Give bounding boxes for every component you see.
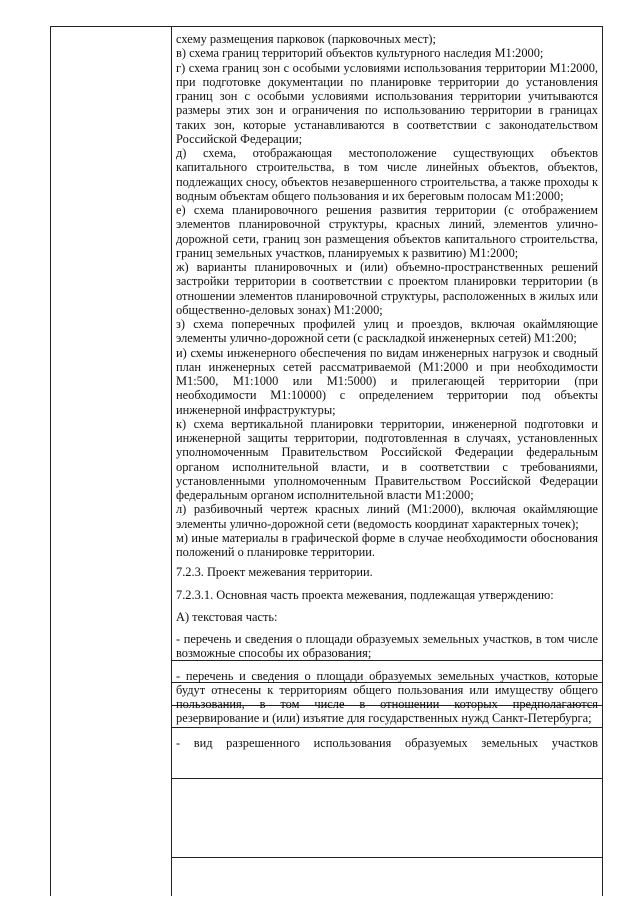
section-heading: 7.2.3. Проект межевания территории. <box>176 565 373 580</box>
table-row-rule <box>171 857 603 858</box>
list-item: л) разбивочный чертеж красных линий (М1:2000), включая окаймляющие элементы улично-дорожной сети (ведомость координат характерных точек); <box>176 502 598 531</box>
list-item: к) схема вертикальной планировки территории, инженерной подготовки и инженерной защиты территории, подготовленная в случаях, установленных уполномоченным Правительством Российской Федерации федеральным органом исполнительной власти, и в соответствии с требованиями, установленными уполномоченным Правительством Российской Федерации федеральным органом исполнительной власти М1:2000; <box>176 416 598 502</box>
list-item: з) схема поперечных профилей улиц и проездов, включая окаймляющие элементы улично-дорожной сети (с раскладкой инженерных сетей) М1:200; <box>176 317 598 346</box>
list-item: в) схема границ территорий объектов культурного наследия М1:2000; <box>176 46 544 61</box>
list-item: г) схема границ зон с особыми условиями использования территории М1:2000, при подготовке документации по планировке территории до установления границ зон с особыми условиями использования территории учитываются размеры этих зон и ограничения по использованию территории в границах таких зон, которые устанавливаются в соответствии с законодательством Российской Федерации; <box>176 60 598 146</box>
list-item: е) схема планировочного решения развития территории (с отображением элементов планировочной структуры, красных линий, элементов улично-дорожной сети, границ зон размещения объектов капитального строительства, границ земельных участков, планируемых к развитию) М1:2000; <box>176 203 598 260</box>
list-item: - вид разрешенного использования образуемых земельных участков <box>176 735 598 750</box>
list-item: ж) варианты планировочных и (или) объемно-пространственных решений застройки территории в соответствии с проектом планировки территории (в отношении элементов планировочной структуры, расположенных в жилых или общественно-деловых зонах) М1:2000; <box>176 260 598 317</box>
document-text <box>176 32 598 750</box>
subsection-heading: 7.2.3.1. Основная часть проекта межевания, подлежащая утверждению: <box>176 587 554 602</box>
list-item: д) схема, отображающая местоположение существующих объектов капитального строительства, в том числе линейных объектов, объектов, подлежащих сносу, объектов незавершенного строительства, а также проходы к водным объектам общего пользования и их береговым полосам М1:2000; <box>176 146 598 203</box>
list-item: - перечень и сведения о площади образуемых земельных участков, которые будут отнесены к территориям общего пользования или имуществу общего пользования, в том числе в отношении которых предполагаются резервирование и (или) изъятие для государственных нужд Санкт-Петербурга; <box>176 668 598 726</box>
list-item: схему размещения парковок (парковочных мест); <box>176 32 436 46</box>
list-item: и) схемы инженерного обеспечения по видам инженерных нагрузок и сводный план инженерных сетей рассматриваемой (М1:2000 и при необходимости М1:500, М1:1000 или М1:5000) и прилегающей территории (при необходимости М1:10000) с определением территории под объекты инженерной инфраструктуры; <box>176 345 598 417</box>
list-item: - перечень и сведения о площади образуемых земельных участков, в том числе возможные способы их образования; <box>176 632 598 661</box>
table-column-divider <box>171 26 172 896</box>
subsection-label: А) текстовая часть: <box>176 609 278 624</box>
table-row-rule <box>171 778 603 779</box>
list-item: м) иные материалы в графической форме в случае необходимости обоснования положений о планировке территории. <box>176 530 598 559</box>
